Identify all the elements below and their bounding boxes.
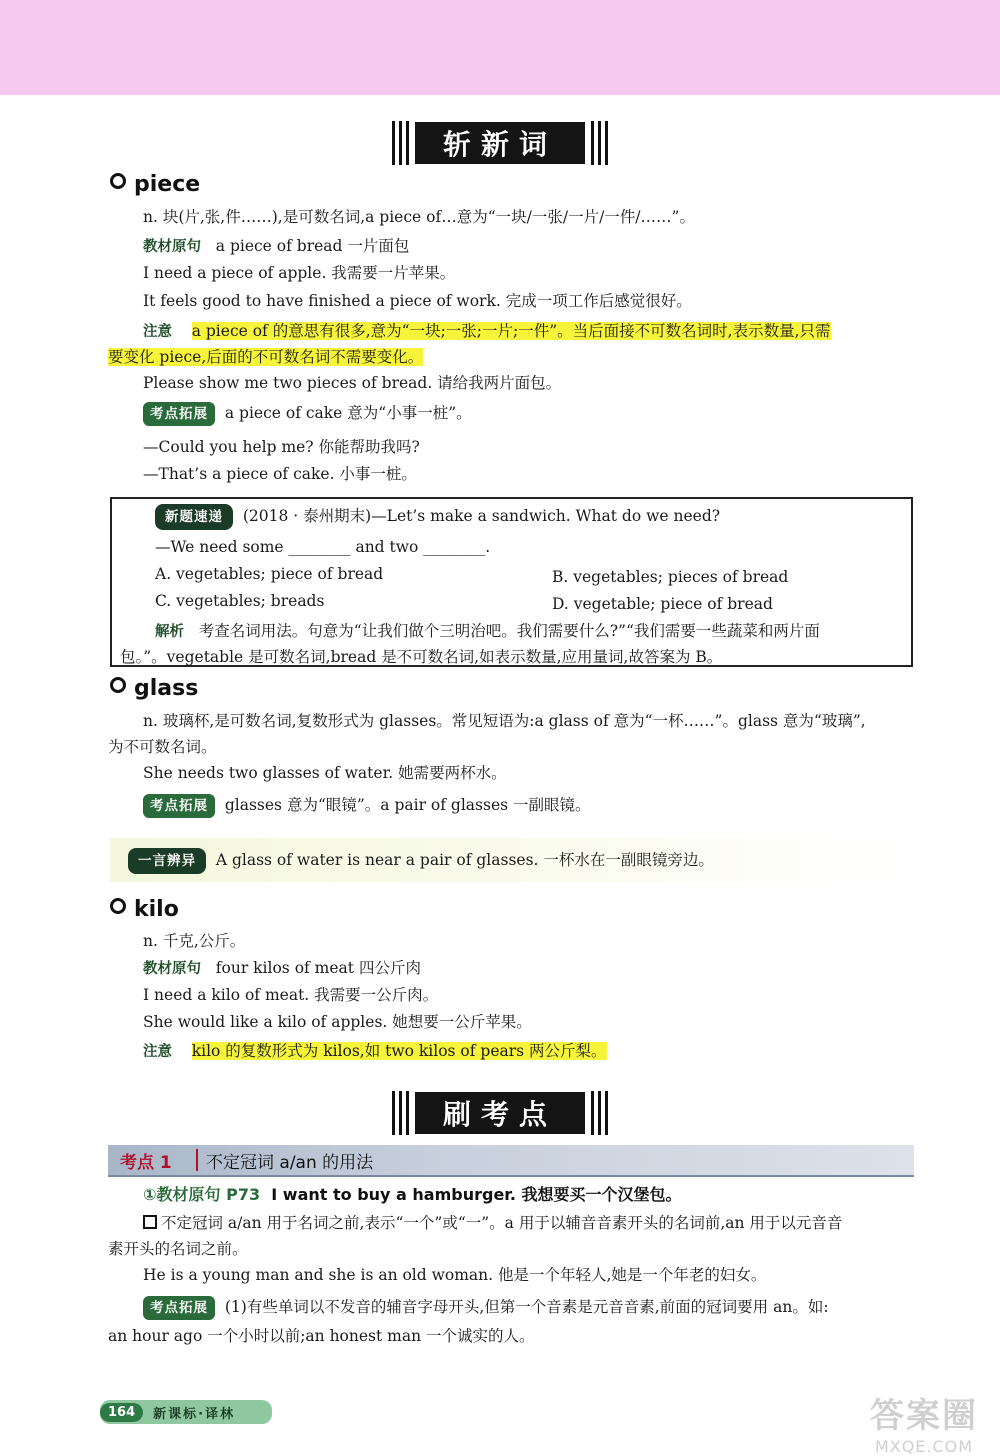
word-heading-glass: glass	[110, 676, 198, 701]
definition: n. 千克,公斤。	[143, 932, 246, 950]
word-heading-kilo: kilo	[110, 897, 179, 922]
example-sentence: Please show me two pieces of bread. 请给我两片面包。	[143, 374, 562, 392]
option-b: B. vegetables; pieces of bread	[552, 568, 789, 586]
rule-line-continued: 素开头的名词之前。	[108, 1240, 248, 1258]
extension-line: 考点拓展 glasses 意为“眼镜”。a pair of glasses 一副眼镜。	[143, 794, 591, 818]
bullet-ring-icon	[110, 173, 126, 189]
banner-left-bars	[392, 1091, 409, 1135]
key-point-title: 不定冠词 a/an 的用法	[206, 1153, 374, 1173]
definition: n. 块(片,张,件……),是可数名词,a piece of…意为“一块/一张/一片/一件/……”。	[143, 208, 695, 226]
section-banner-key-points	[392, 1090, 608, 1136]
extension-line-continued: an hour ago 一个小时以前;an honest man 一个诚实的人。	[108, 1327, 535, 1345]
square-bullet-icon	[143, 1215, 157, 1229]
option-c: C. vegetables; breads	[155, 592, 325, 610]
explanation: 解析 考查名词用法。句意为“让我们做个三明治吧。我们需要什么?”“我们需要一些蔬菜和两片面	[155, 622, 820, 640]
extension-tag: 考点拓展	[143, 402, 215, 426]
option-a: A. vegetables; piece of bread	[155, 565, 384, 583]
example-sentence: She would like a kilo of apples. 她想要一公斤苹果。	[143, 1013, 532, 1031]
option-d: D. vegetable; piece of bread	[552, 595, 773, 613]
example-sentence: I need a kilo of meat. 我需要一公斤肉。	[143, 986, 439, 1004]
top-color-band	[0, 0, 1000, 95]
extension-tag: 考点拓展	[143, 1296, 215, 1320]
bullet-ring-icon	[110, 677, 126, 693]
section-title: 斩新词	[415, 122, 585, 164]
book-title: 新课标·译林	[153, 1406, 236, 1422]
banner-right-bars	[591, 121, 608, 165]
quiz-question: 新题速递 (2018 · 泰州期末)—Let’s make a sandwich. What do we need?	[155, 504, 720, 530]
note-line: 注意 a piece of 的意思有很多,意为“一块;一张;一片;一件”。当后面接不可数名词时,表示数量,只需	[143, 322, 831, 340]
key-point-header	[108, 1145, 914, 1177]
contrast-tag: 一言辨异	[128, 848, 206, 874]
contrast-line: 一言辨异 A glass of water is near a pair of glasses. 一杯水在一副眼镜旁边。	[128, 848, 714, 874]
quiz-tag: 新题速递	[155, 504, 233, 530]
bullet-ring-icon	[110, 898, 126, 914]
section-banner-new-words	[392, 120, 608, 166]
watermark: 答案圈 MXQE.COM	[870, 1396, 978, 1456]
textbook-sentence-heading: ①教材原句 P73 I want to buy a hamburger. 我想要买一个汉堡包。	[143, 1185, 682, 1204]
textbook-sentence: 教材原句 four kilos of meat 四公斤肉	[143, 959, 421, 977]
example-sentence: He is a young man and she is an old woman. 他是一个年轻人,她是一个年老的妇女。	[143, 1266, 767, 1284]
example-sentence: She needs two glasses of water. 她需要两杯水。	[143, 764, 507, 782]
example-sentence: I need a piece of apple. 我需要一片苹果。	[143, 264, 456, 282]
word-heading-piece: piece	[110, 172, 200, 197]
extension-tag: 考点拓展	[143, 794, 215, 818]
explanation-continued: 包。”。vegetable 是可数名词,bread 是不可数名词,如表示数量,应用量词,故答案为 B。	[120, 648, 723, 666]
key-point-number: 考点 1	[120, 1153, 172, 1173]
example-sentence: It feels good to have finished a piece of work. 完成一项工作后感觉很好。	[143, 292, 692, 310]
note-line: 注意 kilo 的复数形式为 kilos,如 two kilos of pears 两公斤梨。	[143, 1042, 607, 1060]
banner-right-bars	[591, 1091, 608, 1135]
extension-line: 考点拓展 (1)有些单词以不发音的辅音字母开头,但第一个音素是元音音素,前面的冠词要用 an。如:	[143, 1296, 829, 1320]
rule-line: 不定冠词 a/an 用于名词之前,表示“一个”或“一”。a 用于以辅音音素开头的名词前,an 用于以元音音	[143, 1212, 842, 1234]
page-footer	[100, 1400, 272, 1424]
quiz-question-line: —We need some ________ and two ________.	[155, 538, 491, 556]
definition: n. 玻璃杯,是可数名词,复数形式为 glasses。常见短语为:a glass of 意为“一杯……”。glass 意为“玻璃”,	[143, 712, 866, 730]
page-number: 164	[100, 1403, 143, 1422]
banner-left-bars	[392, 121, 409, 165]
dialog-line: —Could you help me? 你能帮助我吗?	[143, 438, 420, 456]
definition-continued: 为不可数名词。	[108, 738, 217, 756]
section-title: 刷考点	[415, 1092, 585, 1134]
dialog-line: —That’s a piece of cake. 小事一桩。	[143, 465, 417, 483]
divider	[196, 1149, 198, 1171]
note-line-continued: 要变化 piece,后面的不可数名词不需要变化。	[108, 348, 424, 366]
extension-line: 考点拓展 a piece of cake 意为“小事一桩”。	[143, 402, 472, 426]
textbook-sentence: 教材原句 a piece of bread 一片面包	[143, 237, 410, 255]
